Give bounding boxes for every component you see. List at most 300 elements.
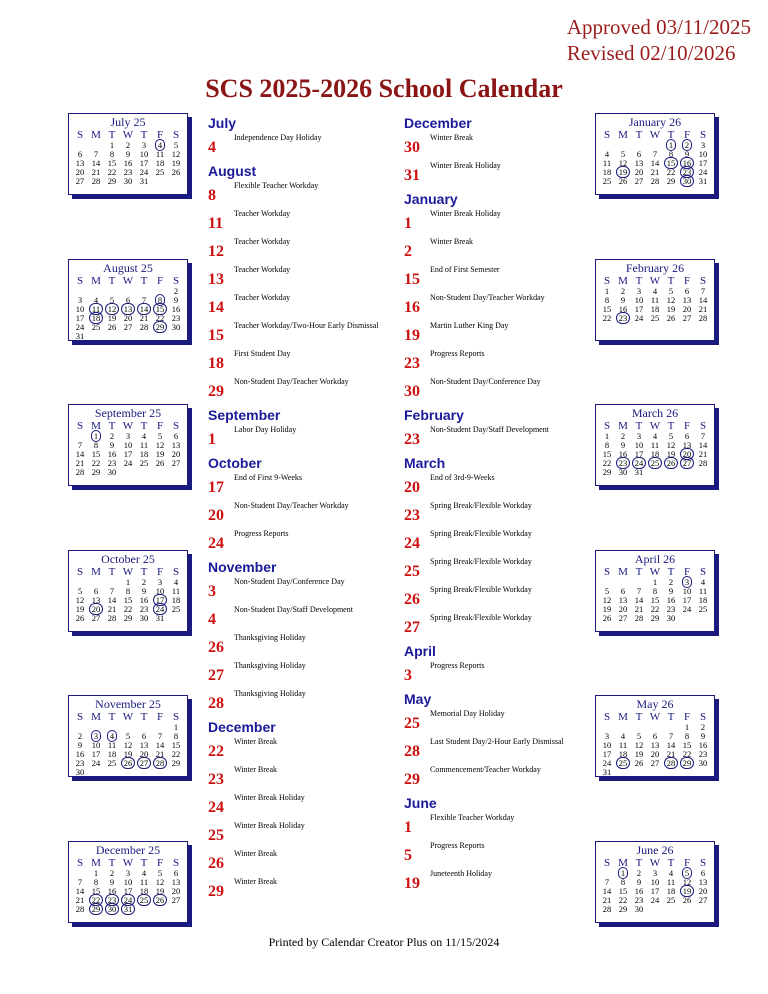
weekday-label: F: [156, 566, 164, 578]
calendar-event: [404, 613, 584, 641]
calendar-day: [136, 905, 152, 914]
calendar-day: 16: [123, 158, 133, 168]
event-day: 26: [208, 639, 224, 656]
calendar-day: 25: [91, 322, 101, 332]
calendar-day: 7: [700, 431, 706, 441]
calendar-day: 24: [698, 167, 708, 177]
mini-calendar: [68, 404, 188, 486]
event-description: Winter Break: [234, 849, 277, 858]
calendar-day: 28: [152, 759, 168, 768]
event-description: Non-Student Day/Conference Day: [430, 377, 541, 386]
event-day: 4: [208, 139, 216, 156]
calendar-day: 9: [620, 440, 626, 450]
calendar-day: 17: [602, 749, 612, 759]
calendar-day: 26: [663, 459, 679, 468]
calendar-day: 16: [634, 886, 644, 896]
calendar-day: 26: [152, 896, 168, 905]
weekday-label: S: [603, 711, 611, 723]
event-description: Thanksgiving Holiday: [234, 661, 306, 670]
weekday-label: S: [76, 857, 84, 869]
calendar-day: 9: [636, 877, 642, 887]
calendar-day: 18: [88, 314, 104, 323]
event-day: 24: [208, 799, 224, 816]
events-column-right: [404, 113, 584, 897]
calendar-day: 28: [75, 904, 85, 914]
weekday-label: M: [618, 420, 628, 432]
weekday-label: W: [649, 857, 661, 869]
event-description: Thanksgiving Holiday: [234, 633, 306, 642]
weekday-label: S: [172, 420, 180, 432]
weekday-label: T: [140, 857, 148, 869]
mini-calendar: [68, 695, 188, 777]
calendar-day: 18: [650, 449, 660, 459]
calendar-day: 9: [173, 295, 179, 305]
calendar-day: 26: [120, 759, 136, 768]
weekday-label: T: [140, 420, 148, 432]
mini-calendar: [595, 841, 715, 923]
calendar-day: 23: [107, 458, 117, 468]
calendar-day: 25: [171, 604, 181, 614]
weekday-label: M: [618, 129, 628, 141]
event-day: 16: [404, 299, 420, 316]
calendar-day: 18: [139, 449, 149, 459]
calendar-day: 20: [650, 749, 660, 759]
calendar-event: [404, 473, 584, 501]
calendar-day: 19: [155, 886, 165, 896]
event-day: 2: [404, 243, 412, 260]
calendar-day: 31: [139, 176, 149, 186]
calendar-day: 29: [618, 904, 628, 914]
calendar-day: 21: [634, 604, 644, 614]
calendar-day: 20: [88, 605, 104, 614]
calendar-day: 8: [604, 440, 610, 450]
calendar-day: 9: [125, 149, 131, 159]
calendar-day: 7: [668, 731, 674, 741]
calendar-day: 24: [602, 758, 612, 768]
calendar-day: 6: [173, 868, 179, 878]
calendar-day: 19: [123, 749, 133, 759]
calendar-day: 21: [666, 749, 676, 759]
calendar-day: 21: [107, 604, 117, 614]
calendar-day: 23: [615, 314, 631, 323]
month-heading: September: [208, 407, 281, 423]
mini-calendar-title: March 26: [631, 406, 679, 420]
calendar-event: [208, 633, 388, 661]
calendar-day: 27: [650, 758, 660, 768]
calendar-day: 2: [125, 140, 131, 150]
calendar-event: [404, 765, 584, 793]
calendar-day: 28: [634, 613, 644, 623]
calendar-day: 13: [171, 440, 181, 450]
calendar-day: 6: [141, 731, 147, 741]
calendar-day: 19: [75, 604, 85, 614]
calendar-day: [168, 905, 184, 914]
calendar-event: [404, 161, 584, 189]
calendar-day: 6: [700, 868, 706, 878]
calendar-day: [695, 768, 711, 777]
calendar-day: 21: [698, 304, 708, 314]
calendar-day: [136, 768, 152, 777]
calendar-day: 26: [666, 313, 676, 323]
event-description: Non-Student Day/Staff Development: [430, 425, 549, 434]
calendar-day: 14: [136, 305, 152, 314]
calendar-day: 17: [682, 595, 692, 605]
calendar-day: 21: [139, 313, 149, 323]
calendar-day: 2: [109, 868, 115, 878]
calendar-day: 29: [650, 613, 660, 623]
calendar-day: 26: [75, 613, 85, 623]
calendar-day: 24: [139, 167, 149, 177]
calendar-day: 31: [602, 767, 612, 777]
calendar-day: 17: [139, 158, 149, 168]
calendar-day: 15: [682, 740, 692, 750]
event-description: Progress Reports: [430, 349, 485, 358]
calendar-day: 11: [107, 740, 117, 750]
calendar-day: 13: [120, 305, 136, 314]
calendar-day: 7: [652, 149, 658, 159]
event-description: End of First 9-Weeks: [234, 473, 303, 482]
mini-calendar-title: November 25: [95, 697, 161, 711]
calendar-day: 8: [125, 586, 131, 596]
calendar-day: 22: [666, 167, 676, 177]
weekday-label: W: [122, 420, 134, 432]
calendar-day: [152, 468, 168, 477]
calendar-day: 7: [109, 586, 115, 596]
revised-date: Revised 02/10/2026: [566, 41, 736, 65]
calendar-day: 6: [93, 586, 99, 596]
calendar-day: 20: [123, 313, 133, 323]
calendar-day: [120, 332, 136, 341]
calendar-day: 24: [75, 322, 85, 332]
calendar-day: 4: [604, 149, 610, 159]
calendar-day: 4: [700, 577, 706, 587]
calendar-day: 11: [139, 440, 149, 450]
calendar-event: [404, 265, 584, 293]
event-description: Winter Break: [430, 237, 473, 246]
calendar-event: [404, 529, 584, 557]
calendar-day: 17: [123, 886, 133, 896]
weekday-label: M: [91, 566, 101, 578]
calendar-event: [208, 765, 388, 793]
calendar-day: 6: [684, 286, 690, 296]
mini-calendar-title: May 26: [636, 697, 674, 711]
weekday-label: F: [683, 129, 691, 141]
event-day: 25: [404, 563, 420, 580]
weekday-label: W: [649, 566, 661, 578]
weekday-label: F: [683, 420, 691, 432]
event-day: 26: [208, 855, 224, 872]
calendar-day: 1: [652, 577, 658, 587]
calendar-day: 24: [631, 459, 647, 468]
mini-calendar-title: September 25: [94, 406, 162, 420]
calendar-day: 11: [650, 295, 660, 305]
calendar-event: [208, 265, 388, 293]
calendar-day: 1: [88, 432, 104, 441]
calendar-day: 3: [652, 868, 658, 878]
calendar-day: 17: [75, 313, 85, 323]
calendar-day: 22: [91, 458, 101, 468]
calendar-day: 24: [634, 313, 644, 323]
event-description: Commencement/Teacher Workday: [430, 765, 541, 774]
calendar-day: 1: [604, 431, 610, 441]
mini-calendar: [595, 404, 715, 486]
calendar-day: [647, 905, 663, 914]
calendar-event: [404, 737, 584, 765]
calendar-day: 2: [679, 141, 695, 150]
calendar-day: 15: [123, 595, 133, 605]
event-description: Non-Student Day/Teacher Workday: [234, 377, 349, 386]
calendar-day: 3: [125, 431, 131, 441]
calendar-day: 18: [666, 886, 676, 896]
event-description: Non-Student Day/Teacher Workday: [234, 501, 349, 510]
calendar-day: 22: [107, 167, 117, 177]
weekday-label: M: [91, 857, 101, 869]
event-day: 24: [404, 535, 420, 552]
calendar-day: 27: [171, 458, 181, 468]
mini-calendar-title: January 26: [628, 115, 682, 129]
calendar-day: 23: [171, 313, 181, 323]
event-day: 17: [208, 479, 224, 496]
mini-calendar: [595, 259, 715, 341]
event-day: 1: [404, 215, 412, 232]
calendar-event: [404, 585, 584, 613]
calendar-day: 15: [650, 595, 660, 605]
month-heading: October: [208, 455, 262, 471]
weekday-label: S: [172, 129, 180, 141]
weekday-label: S: [603, 275, 611, 287]
event-day: 5: [404, 847, 412, 864]
event-description: Non-Student Day/Staff Development: [234, 605, 353, 614]
weekday-label: S: [699, 711, 707, 723]
calendar-day: 25: [139, 458, 149, 468]
calendar-day: 18: [618, 749, 628, 759]
calendar-day: 11: [88, 305, 104, 314]
calendar-day: 29: [88, 905, 104, 914]
weekday-label: T: [667, 420, 675, 432]
calendar-day: 6: [636, 149, 642, 159]
calendar-day: 1: [173, 722, 179, 732]
calendar-day: 22: [602, 458, 612, 468]
weekday-label: F: [683, 711, 691, 723]
mini-calendar: [68, 550, 188, 632]
calendar-day: 30: [679, 177, 695, 186]
calendar-event: [208, 605, 388, 633]
calendar-day: 14: [698, 440, 708, 450]
calendar-day: 12: [75, 595, 85, 605]
page-title: SCS 2025-2026 School Calendar: [205, 74, 563, 103]
calendar-day: 25: [602, 176, 612, 186]
weekday-label: M: [91, 129, 101, 141]
calendar-day: 31: [120, 905, 136, 914]
event-description: Spring Break/Flexible Workday: [430, 585, 532, 594]
calendar-day: [663, 468, 679, 477]
event-day: 29: [404, 771, 420, 788]
weekday-label: S: [76, 566, 84, 578]
weekday-label: T: [635, 711, 643, 723]
weekday-label: S: [699, 420, 707, 432]
calendar-day: 13: [634, 158, 644, 168]
event-description: Labor Day Holiday: [234, 425, 297, 434]
calendar-event: [208, 689, 388, 717]
mini-calendar: [68, 259, 188, 341]
calendar-day: 5: [109, 295, 115, 305]
calendar-day: 13: [682, 295, 692, 305]
calendar-day: 5: [173, 140, 179, 150]
calendar-day: 7: [157, 731, 163, 741]
mini-calendar-title: October 25: [101, 552, 155, 566]
calendar-event: [208, 237, 388, 265]
calendar-day: [120, 768, 136, 777]
month-heading: August: [208, 163, 257, 179]
calendar-day: 24: [91, 758, 101, 768]
calendar-day: 13: [618, 595, 628, 605]
weekday-label: S: [699, 857, 707, 869]
calendar-day: 23: [679, 168, 695, 177]
calendar-day: 3: [77, 295, 83, 305]
calendar-day: [152, 768, 168, 777]
event-day: 29: [208, 383, 224, 400]
weekday-label: M: [618, 566, 628, 578]
calendar-day: 4: [173, 577, 179, 587]
calendar-day: 8: [109, 149, 115, 159]
event-day: 11: [208, 215, 224, 232]
calendar-event: [404, 377, 584, 405]
calendar-day: 27: [634, 176, 644, 186]
event-day: 15: [208, 327, 224, 344]
mini-calendar-title: December 25: [95, 843, 161, 857]
calendar-day: 24: [123, 458, 133, 468]
calendar-day: 26: [618, 176, 628, 186]
weekday-label: F: [683, 566, 691, 578]
calendar-day: 27: [136, 759, 152, 768]
calendar-day: 17: [634, 304, 644, 314]
calendar-day: 8: [93, 877, 99, 887]
calendar-day: [120, 468, 136, 477]
event-description: Progress Reports: [430, 841, 485, 850]
event-day: 3: [208, 583, 216, 600]
calendar-day: 23: [75, 758, 85, 768]
calendar-day: 22: [618, 895, 628, 905]
calendar-event: [208, 661, 388, 689]
calendar-day: 4: [620, 731, 626, 741]
calendar-day: 9: [77, 740, 83, 750]
calendar-day: 31: [634, 467, 644, 477]
events-column-left: [208, 113, 388, 905]
calendar-day: 19: [155, 449, 165, 459]
calendar-day: 14: [634, 595, 644, 605]
weekday-label: T: [635, 566, 643, 578]
calendar-day: 21: [650, 167, 660, 177]
calendar-day: 16: [618, 304, 628, 314]
calendar-day: 10: [634, 295, 644, 305]
weekday-label: S: [172, 857, 180, 869]
calendar-day: 20: [679, 450, 695, 459]
event-description: Teacher Workday: [234, 293, 291, 302]
calendar-day: 28: [75, 467, 85, 477]
calendar-day: 29: [123, 613, 133, 623]
calendar-event: [208, 377, 388, 405]
calendar-day: 28: [663, 759, 679, 768]
weekday-label: T: [108, 420, 116, 432]
calendar-day: 28: [139, 322, 149, 332]
weekday-label: S: [76, 711, 84, 723]
calendar-day: 15: [602, 449, 612, 459]
calendar-day: 5: [157, 431, 163, 441]
calendar-day: 2: [700, 722, 706, 732]
weekday-label: T: [140, 566, 148, 578]
calendar-day: 17: [91, 749, 101, 759]
calendar-event: [208, 849, 388, 877]
calendar-day: 26: [682, 895, 692, 905]
weekday-label: F: [156, 857, 164, 869]
calendar-day: [615, 768, 631, 777]
month-heading: May: [404, 691, 432, 707]
calendar-day: 29: [666, 176, 676, 186]
approval-stamp: [567, 14, 751, 66]
event-day: 12: [208, 243, 224, 260]
calendar-day: 10: [698, 149, 708, 159]
event-description: Juneteenth Holiday: [430, 869, 492, 878]
calendar-day: 3: [679, 578, 695, 587]
calendar-day: 18: [107, 749, 117, 759]
calendar-day: [136, 332, 152, 341]
calendar-day: 25: [650, 313, 660, 323]
calendar-day: 11: [666, 877, 676, 887]
calendar-day: 22: [123, 604, 133, 614]
calendar-day: 18: [650, 304, 660, 314]
calendar-day: 27: [91, 613, 101, 623]
calendar-day: 19: [679, 887, 695, 896]
calendar-day: 27: [698, 895, 708, 905]
calendar-day: 21: [155, 749, 165, 759]
calendar-day: 20: [139, 749, 149, 759]
event-description: Independence Day Holiday: [234, 133, 322, 142]
calendar-event: [404, 841, 584, 869]
calendar-day: 12: [155, 877, 165, 887]
calendar-day: 20: [171, 449, 181, 459]
calendar-day: 13: [75, 158, 85, 168]
calendar-day: [88, 332, 104, 341]
event-description: Winter Break Holiday: [234, 821, 305, 830]
calendar-day: 24: [682, 604, 692, 614]
weekday-label: S: [699, 129, 707, 141]
calendar-event: [404, 869, 584, 897]
calendar-day: 8: [668, 149, 674, 159]
calendar-day: [647, 468, 663, 477]
calendar-event: [208, 529, 388, 557]
calendar-day: 26: [107, 322, 117, 332]
calendar-day: 27: [75, 176, 85, 186]
calendar-day: [663, 768, 679, 777]
calendar-day: [168, 468, 184, 477]
event-description: End of First Semester: [430, 265, 500, 274]
weekday-label: S: [603, 420, 611, 432]
calendar-day: 15: [171, 740, 181, 750]
calendar-day: 21: [75, 895, 85, 905]
weekday-label: F: [156, 711, 164, 723]
calendar-day: 28: [698, 313, 708, 323]
mini-calendar: [595, 550, 715, 632]
event-day: 27: [208, 667, 224, 684]
calendar-day: 17: [634, 449, 644, 459]
calendar-day: 20: [682, 304, 692, 314]
calendar-day: 1: [684, 722, 690, 732]
calendar-day: [695, 905, 711, 914]
calendar-day: 30: [698, 758, 708, 768]
calendar-day: 22: [88, 896, 104, 905]
calendar-day: 5: [125, 731, 131, 741]
weekday-label: T: [667, 275, 675, 287]
